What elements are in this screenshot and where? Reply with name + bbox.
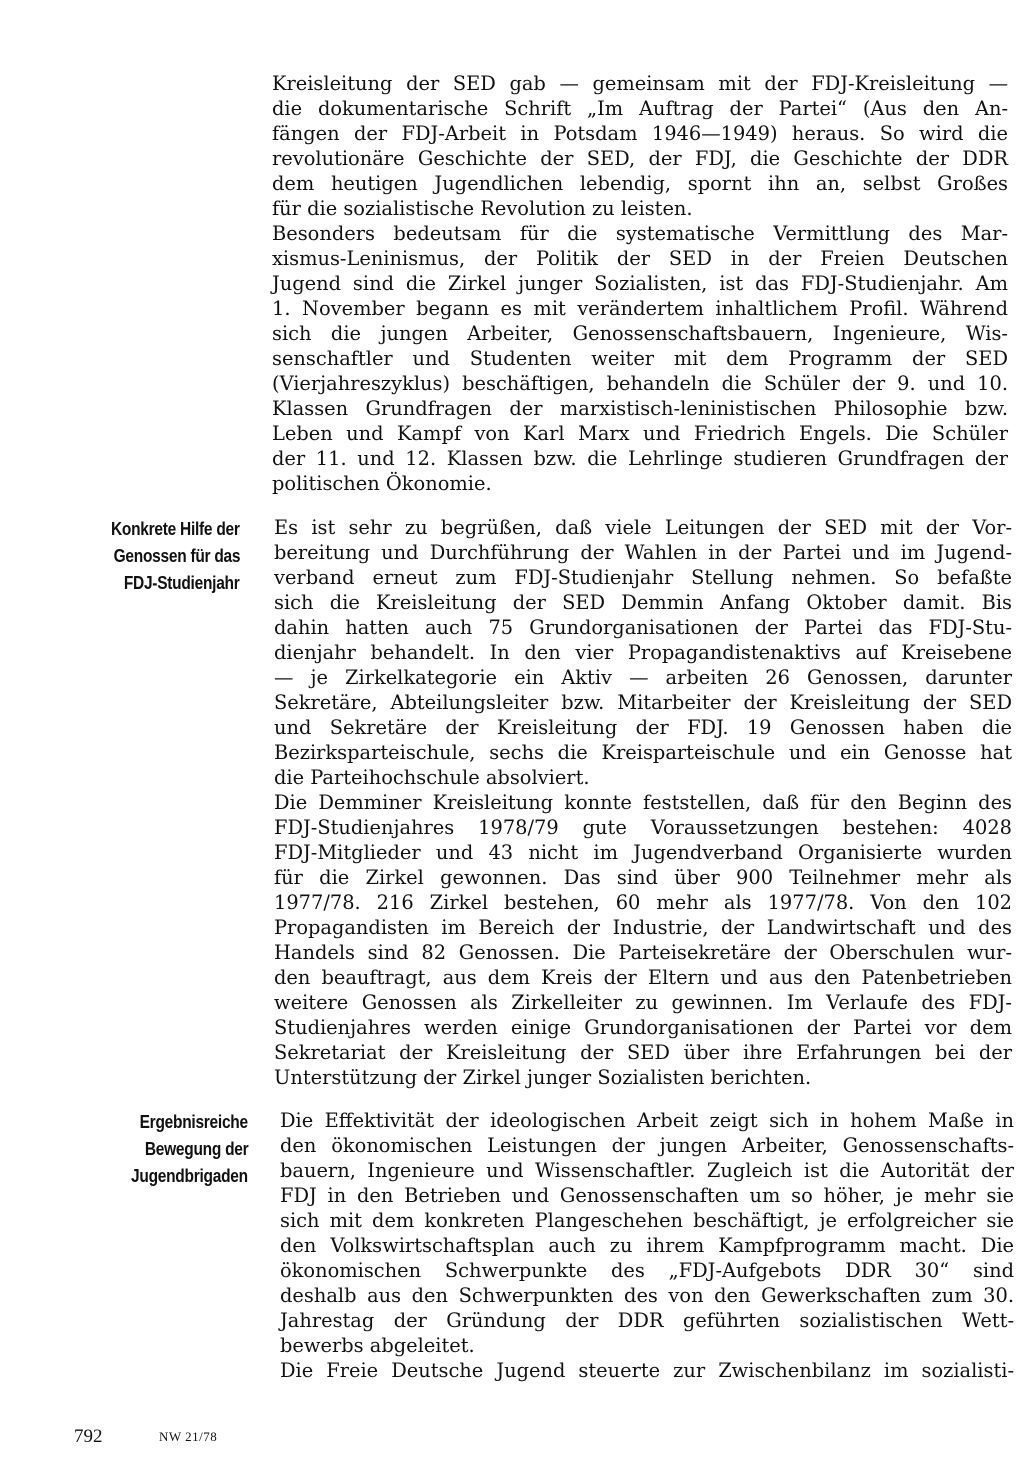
text-line: — je Zirkelkategorie ein Aktiv — arbeiten 26 Genossen, darunter [274,666,1012,689]
text-line: dahin hatten auch 75 Grundorganisationen der Partei das FDJ-Stu- [274,616,1012,639]
text-line: senschaftler und Studenten weiter mit dem Programm der SED [272,347,1008,370]
text-line: xismus-Leninismus, der Politik der SED in der Freien Deutschen [272,247,1008,270]
text-line: Propagandisten im Bereich der Industrie, der Landwirtschaft und des [274,916,1012,939]
text-line: dienjahr behandelt. In den vier Propagandistenaktivs auf Kreisebene [274,641,1012,664]
text-line: Die Demminer Kreisleitung konnte feststellen, daß für den Beginn des [274,791,1012,814]
text-line: 1. November begann es mit verändertem inhaltlichem Profil. Während [272,297,1008,320]
text-line: Leben und Kampf von Karl Marx und Friedrich Engels. Die Schüler [272,422,1008,445]
text-line: der 11. und 12. Klassen bzw. die Lehrlinge studieren Grundfragen der [272,447,1008,470]
text-line: Es ist sehr zu begrüßen, daß viele Leitungen der SED mit der Vor- [274,516,1012,539]
margin-heading-line: Genossen für das [113,546,240,566]
text-line: Bezirksparteischule, sechs die Kreisparteischule und ein Genosse hat [274,741,1012,764]
text-line: bereitung und Durchführung der Wahlen in der Partei und im Jugend- [274,541,1012,564]
text-line: FDJ-Mitglieder und 43 nicht im Jugendverband Organisierte wurden [274,841,1012,864]
text-line: ökonomischen Schwerpunkte des „FDJ-Aufgebots DDR 30“ sind [280,1259,1014,1282]
text-line: Die Freie Deutsche Jugend steuerte zur Zwischenbilanz im sozialisti- [280,1359,1014,1382]
text-line: fängen der FDJ-Arbeit in Potsdam 1946—1949) heraus. So wird die [272,122,1008,145]
text-line: den ökonomischen Leistungen der jungen Arbeiter, Genossenschafts- [280,1134,1014,1157]
text-line: deshalb aus den Schwerpunkten des von den Gewerkschaften zum 30. [280,1284,1014,1307]
text-line: Jugend sind die Zirkel junger Sozialisten, ist das FDJ-Studienjahr. Am [272,272,1008,295]
margin-heading-line: Ergebnisreiche [139,1112,248,1132]
text-line: weitere Genossen als Zirkelleiter zu gewinnen. Im Verlaufe des FDJ- [274,991,1012,1014]
text-line: Sekretariat der Kreisleitung der SED über ihre Erfahrungen bei der [274,1041,1012,1064]
text-line: Klassen Grundfragen der marxistisch-leninistischen Philosophie bzw. [272,397,1008,420]
text-line: bewerbs abgeleitet. [280,1334,475,1357]
text-line: 1977/78. 216 Zirkel bestehen, 60 mehr als 1977/78. Von den 102 [274,891,1012,914]
text-line: dem heutigen Jugendlichen lebendig, spornt ihn an, selbst Großes [272,172,1008,195]
text-line: Jahrestag der Gründung der DDR geführten sozialistischen Wett- [280,1309,1014,1332]
journal-issue: NW 21/78 [159,1429,218,1444]
text-line: FDJ-Studienjahres 1978/79 gute Voraussetzungen bestehen: 4028 [274,816,1012,839]
margin-heading-line: FDJ-Studienjahr [124,573,240,593]
text-line: verband erneut zum FDJ-Studienjahr Stellung nehmen. So befaßte [274,566,1012,589]
margin-heading-line: Konkrete Hilfe der [111,519,240,539]
text-line: den beauftragt, aus dem Kreis der Eltern und aus den Patenbetrieben [274,966,1012,989]
text-line: sich die Kreisleitung der SED Demmin Anfang Oktober damit. Bis [274,591,1012,614]
page-number: 792 [74,1426,103,1447]
text-line: die Parteihochschule absolviert. [274,766,590,789]
text-line: die dokumentarische Schrift „Im Auftrag der Partei“ (Aus den An- [272,97,1008,120]
text-line: Sekretäre, Abteilungsleiter bzw. Mitarbeiter der Kreisleitung der SED [274,691,1012,714]
text-line: sich mit dem konkreten Plangeschehen beschäftigt, je erfolgreicher sie [280,1209,1014,1232]
text-line: Handels sind 82 Genossen. Die Parteisekretäre der Oberschulen wur- [274,941,1012,964]
text-line: sich die jungen Arbeiter, Genossenschaftsbauern, Ingenieure, Wis- [272,322,1008,345]
margin-heading-line: Jugendbrigaden [131,1166,248,1186]
text-line: Kreisleitung der SED gab — gemeinsam mit der FDJ-Kreisleitung — [272,72,1008,95]
text-line: (Vierjahreszyklus) beschäftigen, behandeln die Schüler der 9. und 10. [272,372,1008,395]
margin-heading-line: Bewegung der [144,1139,248,1159]
text-line: revolutionäre Geschichte der SED, der FDJ, die Geschichte der DDR [272,147,1008,170]
text-line: Besonders bedeutsam für die systematische Vermittlung des Mar- [272,222,1008,245]
text-line: Unterstützung der Zirkel junger Sozialisten berichten. [274,1066,812,1089]
text-line: bauern, Ingenieure und Wissenschaftler. Zugleich ist die Autorität der [280,1159,1014,1182]
text-line: den Volkswirtschaftsplan auch zu ihrem Kampfprogramm macht. Die [280,1234,1014,1257]
text-line: für die Zirkel gewonnen. Das sind über 900 Teilnehmer mehr als [274,866,1012,889]
text-line: Studienjahres werden einige Grundorganisationen der Partei vor dem [274,1016,1012,1039]
text-line: FDJ in den Betrieben und Genossenschaften um so höher, je mehr sie [280,1184,1014,1207]
text-line: für die sozialistische Revolution zu leisten. [272,197,693,220]
text-line: und Sekretäre der Kreisleitung der FDJ. 19 Genossen haben die [274,716,1012,739]
text-line: Die Effektivität der ideologischen Arbeit zeigt sich in hohem Maße in [280,1109,1014,1132]
text-line: politischen Ökonomie. [272,472,492,495]
